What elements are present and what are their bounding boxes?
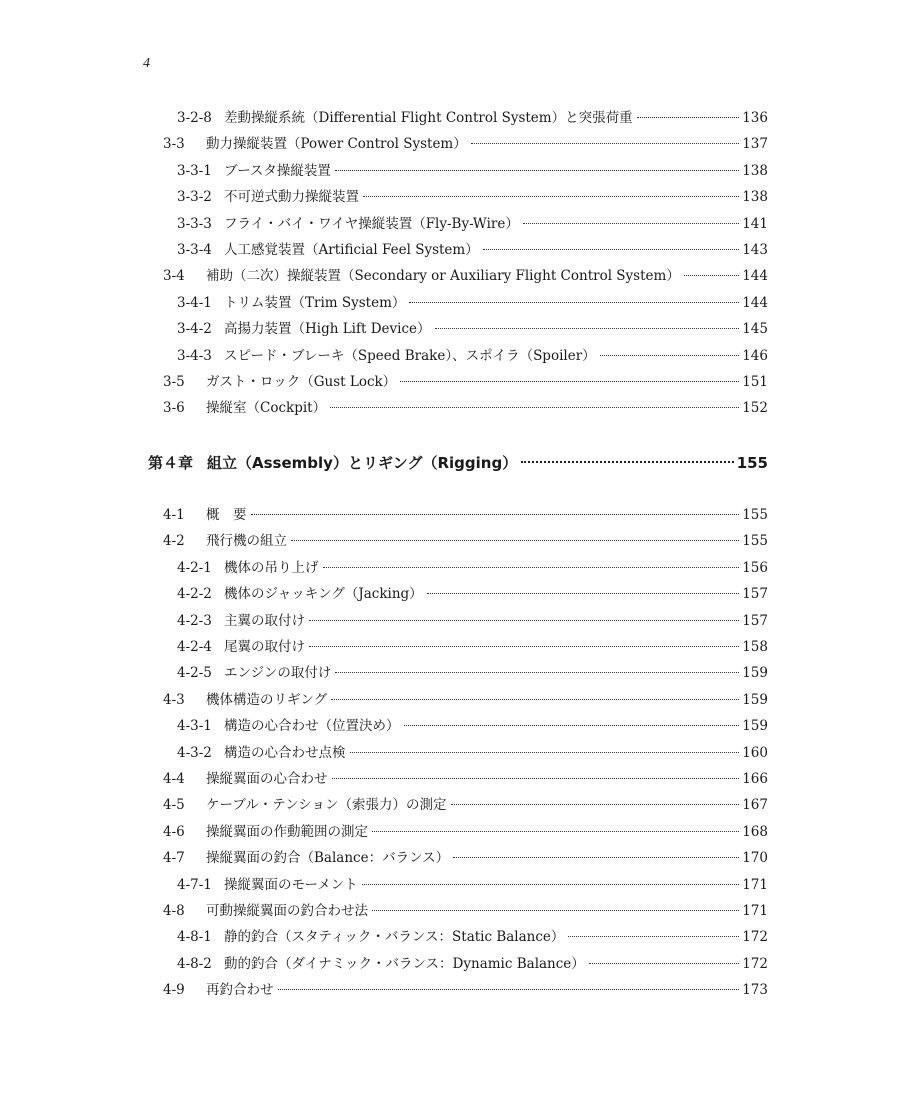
toc-entry-number: 4-7-1 [177,876,212,893]
toc-entry-page: 168 [742,823,768,840]
toc-entry-page: 157 [742,612,768,629]
toc-entry-number: 4-1 [163,507,185,523]
toc-entry [177,237,768,263]
toc-entry-title: 差動操縦系統（Differential Flight Control System）と突張荷重 [224,110,633,126]
toc-leader-dots [568,936,739,937]
toc-leader-dots [309,620,739,621]
toc-entry-number: 4-2-4 [177,639,212,655]
toc-entry-title: 操縦翼面の心合わせ [206,771,328,787]
toc-leader-dots [435,328,740,329]
chapter-page: 155 [736,454,768,472]
toc-entry [177,951,768,977]
toc-entry-title: 主翼の取付け [224,612,305,629]
toc-entry-page: 167 [742,797,768,814]
toc-entry [163,369,768,395]
toc-leader-dots [637,117,740,118]
toc-leader-dots [451,804,740,805]
toc-entry-page: 171 [742,903,768,919]
toc-leader-dots [523,223,739,224]
toc-entry-number: 3-4-3 [177,347,212,364]
toc-entry-page: 143 [742,242,768,258]
toc-entry-number: 4-9 [163,982,185,999]
toc-entry [163,528,768,554]
toc-entry-number: 4-2-3 [177,612,212,629]
toc-entry [163,502,768,528]
toc-entry-number: 4-8 [163,903,185,919]
toc-entry-number: 4-3-1 [177,718,212,735]
toc-entry-title: フライ・バイ・ワイヤ操縦装置（Fly-By-Wire） [224,215,519,232]
toc-entry-page: 146 [742,347,768,364]
toc-entry-title: 尾翼の取付け [224,639,305,655]
toc-entry-page: 144 [742,268,768,285]
toc-entry-page: 159 [742,665,768,682]
toc-entry-title: 操縦翼面のモーメント [224,876,358,893]
toc-entry [163,977,768,1003]
toc-entry [177,184,768,210]
toc-entry-page: 159 [742,718,768,735]
toc-entry [177,740,768,766]
toc-entry-page: 136 [742,110,768,126]
toc-entry [163,131,768,157]
toc-leader-dots [330,407,739,408]
toc-entry-number: 3-3-3 [177,215,212,232]
toc-leader-dots [331,699,739,700]
toc-entry-page: 156 [742,559,768,576]
toc-leader-dots [251,514,740,515]
toc-leader-dots [335,170,739,171]
toc-leader-dots [363,196,739,197]
toc-leader-dots [409,302,739,303]
toc-entry-page: 138 [742,189,768,206]
toc-entry-title: 飛行機の組立 [206,533,287,550]
toc-entry [177,713,768,739]
toc-leader-dots [350,752,740,753]
toc-entry-title: 補助（二次）操縦装置（Secondary or Auxiliary Flight Control System） [206,268,680,285]
toc-leader-dots [400,381,739,382]
toc-entry-page: 137 [742,136,768,153]
toc-leader-dots [600,355,740,356]
chapter-heading [148,449,768,477]
toc-entry [163,819,768,845]
toc-entry-title: ケーブル・テンション（索張力）の測定 [206,797,447,814]
toc-entry-number: 4-8-1 [177,929,212,946]
toc-leader-dots [471,143,739,144]
toc-entry-number: 3-4 [163,268,185,285]
toc-entry-title: 高揚力装置（High Lift Device） [224,321,431,338]
toc-entry [177,211,768,237]
chapter-title: 組立（Assembly）とリギング（Rigging） [207,454,518,472]
toc-entry-number: 3-3 [163,136,185,153]
toc-entry-page: 173 [742,982,768,999]
toc-entry [163,898,768,924]
toc-leader-dots [684,275,739,276]
toc-entry-number: 4-2-2 [177,586,212,603]
toc-entry-number: 4-2-1 [177,559,212,576]
toc-entry [177,660,768,686]
toc-entry-title: 人工感覚装置（Artificial Feel System） [224,242,479,258]
toc-entry-page: 141 [742,215,768,232]
chapter-label: 第４章 [148,454,194,472]
toc-entry-title: 動的釣合（ダイナミック・バランス：Dynamic Balance） [224,955,585,972]
toc-entry-title: 可動操縦翼面の釣合わせ法 [206,903,368,919]
toc-entry-title: スピード・ブレーキ（Speed Brake）、スポイラ（Spoiler） [224,347,596,364]
toc-entry-number: 4-7 [163,850,185,867]
toc-leader-dots [372,910,739,911]
toc-entry-title: 構造の心合わせ（位置決め） [224,718,400,735]
toc-entry [177,555,768,581]
toc-entry-title: ブースタ操縦装置 [224,162,331,179]
toc-entry-number: 4-2 [163,533,185,550]
toc-entry [163,766,768,792]
toc-entry-page: 172 [742,955,768,972]
toc-entry [177,608,768,634]
toc-entry-page: 171 [742,876,768,893]
toc-leader-dots [483,249,739,250]
toc-entry-number: 3-6 [163,400,185,417]
toc-entry-number: 4-5 [163,797,185,814]
toc-entry-title: 操縦翼面の作動範囲の測定 [206,823,368,840]
toc-entry-title: 機体の吊り上げ [224,559,319,576]
toc-entry [177,634,768,660]
toc-entry-title: 概 要 [206,507,247,523]
toc-leader-dots [372,831,739,832]
toc-entry-title: 機体のジャッキング（Jacking） [224,586,423,603]
toc-leader-dots [453,857,739,858]
toc-entry-number: 3-3-2 [177,189,212,206]
toc-entry-title: 動力操縦装置（Power Control System） [206,136,467,153]
toc-entry-title: 機体構造のリギング [206,691,328,708]
toc-leader-dots [589,963,739,964]
toc-entry-number: 4-4 [163,771,185,787]
toc-leader-dots [404,725,740,726]
toc-entry-number: 4-3 [163,691,185,708]
toc-entry-title: 不可逆式動力操縦装置 [224,189,359,206]
toc-entry [177,105,768,131]
toc-entry-title: トリム装置（Trim System） [224,294,406,311]
toc-entry-number: 3-2-8 [177,110,212,126]
toc-entry-number: 3-3-1 [177,162,212,179]
toc-leader-dots [278,989,740,990]
toc-entry-page: 144 [742,294,768,311]
toc-entry-page: 158 [742,639,768,655]
toc-entry-page: 151 [742,374,768,390]
toc-entry-number: 4-3-2 [177,744,212,761]
toc-entry-number: 3-3-4 [177,242,212,258]
toc-leader-dots [291,540,739,541]
toc-entry-title: 再釣合わせ [206,982,274,999]
toc-entry-title: 操縦翼面の釣合（Balance：バランス） [206,850,450,867]
toc-entry-page: 155 [742,507,768,523]
toc-entry-page: 170 [742,850,768,867]
toc-entry-number: 4-6 [163,823,185,840]
toc-entry [177,872,768,898]
toc-entry-page: 152 [742,400,768,417]
toc-entry-page: 157 [742,586,768,603]
toc-entry-page: 172 [742,929,768,946]
toc-entry [177,924,768,950]
toc-entry-number: 4-8-2 [177,955,212,972]
toc-entry-number: 4-2-5 [177,665,212,682]
toc-entry-page: 166 [742,771,768,787]
toc-entry [177,343,768,369]
toc-entry-page: 155 [742,533,768,550]
toc-entry-number: 3-4-2 [177,321,212,338]
toc-entry-number: 3-5 [163,374,185,390]
toc-leader-dots [335,672,739,673]
toc-entry-page: 160 [742,744,768,761]
toc-entry-title: 構造の心合わせ点検 [224,744,346,761]
toc-entry [163,395,768,421]
toc-leader-dots [323,567,740,568]
toc-entry [163,687,768,713]
toc-entry-title: エンジンの取付け [224,665,332,682]
toc-entry [177,316,768,342]
page-number: 4 [143,56,150,71]
toc-entry-number: 3-4-1 [177,294,212,311]
toc-entry [177,158,768,184]
toc-leader-dots [362,884,739,885]
chapter-leader-dots [521,461,733,463]
toc-entry-title: ガスト・ロック（Gust Lock） [206,374,397,390]
toc-entry-page: 138 [742,162,768,179]
toc-entry [163,845,768,871]
toc-entry [163,263,768,289]
toc-entry [177,290,768,316]
toc-entry [163,792,768,818]
toc-leader-dots [309,646,739,647]
toc-entry [177,581,768,607]
toc-entry-page: 145 [742,321,768,338]
toc-leader-dots [332,778,740,779]
toc-leader-dots [427,593,740,594]
toc-entry-title: 静的釣合（スタティック・バランス：Static Balance） [224,929,565,946]
toc-entry-title: 操縦室（Cockpit） [206,400,327,417]
toc-entry-page: 159 [742,691,768,708]
